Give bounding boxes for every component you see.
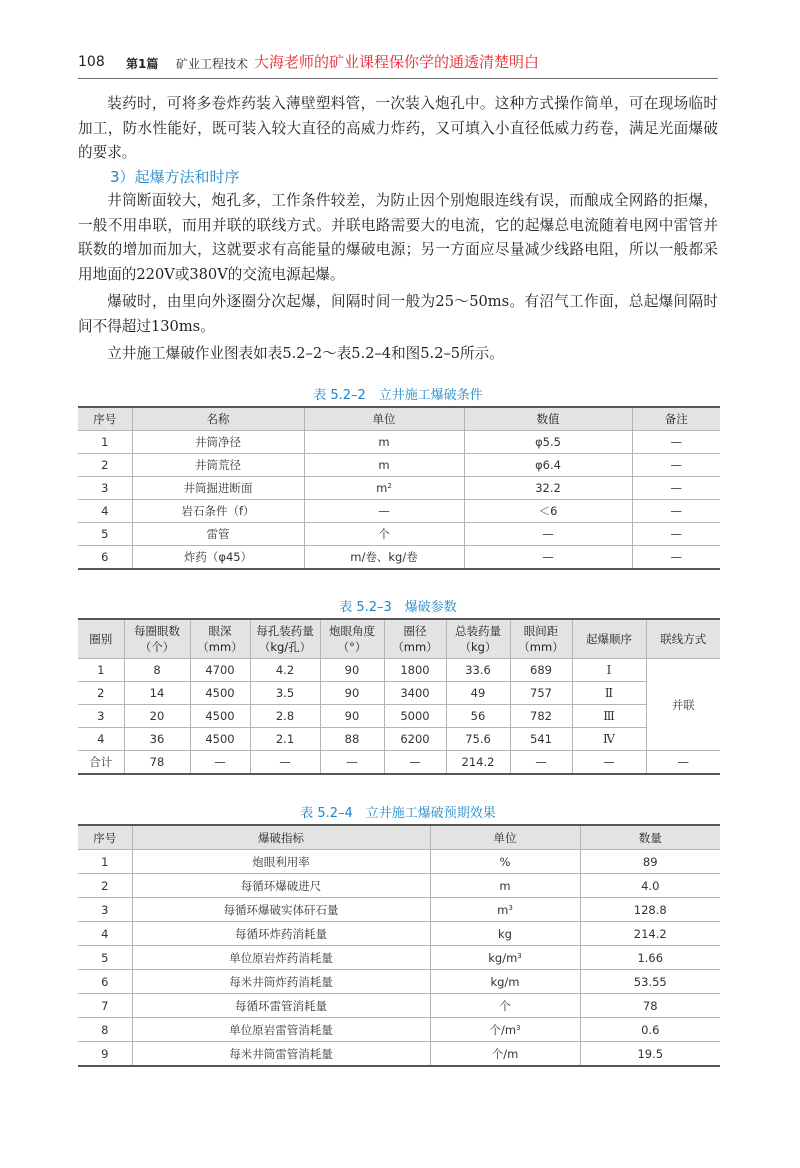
table-cell: 36: [124, 728, 190, 751]
blasting-conditions-table: [78, 406, 720, 570]
table-cell: —: [632, 477, 720, 500]
table-cell: %: [430, 850, 580, 874]
table-cell: Ⅱ: [572, 682, 646, 705]
table-cell: 个: [430, 994, 580, 1018]
header-unit: （mm）: [518, 640, 564, 654]
table-row: [78, 1042, 720, 1067]
table2-caption: 表 5.2–3 爆破参数: [339, 600, 457, 615]
header-cell: 序号: [78, 825, 132, 850]
paragraph-initiation-method: 井筒断面较大，炮孔多，工作条件较差，为防止因个别炮眼连线有误，而酿成全网路的拒爆，一般不用串联，而用并联的联线方式。并联电路需要大的电流，它的起爆总电流随着电网中雷管并联数的增加而加大，这就要求有高能量的爆破电源；另一方面应尽量减少线路电阻，所以一般都采用地面的220V或380V的交流电源起爆。: [78, 192, 718, 283]
blasting-parameters-table: [78, 618, 720, 775]
header-text: 圈径: [403, 624, 427, 638]
table-cell: 2: [78, 454, 132, 477]
header-cell: [446, 619, 510, 659]
paragraph-charging: 装药时，可将多卷炸药装入薄壁塑料管，一次装入炮孔中。这种方式操作简单，可在现场临时加工，防水性能好，既可装入较大直径的高威力炸药，又可填入小直径低威力药卷，满足光面爆破的要求。: [78, 95, 718, 161]
table-cell: 炮眼利用率: [132, 850, 430, 874]
table-cell: 个/m: [430, 1042, 580, 1067]
header-cell: [250, 619, 320, 659]
table-cell: m/卷、kg/卷: [304, 546, 464, 570]
header-cell: [190, 619, 250, 659]
table-cell: 2: [78, 874, 132, 898]
table-row: [78, 705, 720, 728]
table-cell: Ⅲ: [572, 705, 646, 728]
header-cell: [384, 619, 446, 659]
table-cell: kg/m: [430, 970, 580, 994]
table-cell: —: [250, 751, 320, 775]
table-cell: Ⅰ: [572, 659, 646, 682]
table-cell: 井筒掘进断面: [132, 477, 304, 500]
table-cell: 合计: [78, 751, 124, 775]
connection-cell: 并联: [646, 659, 720, 751]
table-cell: 井筒净径: [132, 431, 304, 454]
table-row: [78, 454, 720, 477]
table-cell: 56: [446, 705, 510, 728]
table-cell: —: [320, 751, 384, 775]
header-cell: 序号: [78, 407, 132, 431]
table-cell: 3.5: [250, 682, 320, 705]
table-cell: 33.6: [446, 659, 510, 682]
table-row: [78, 994, 720, 1018]
table-cell: 5: [78, 523, 132, 546]
table-cell: m: [304, 431, 464, 454]
header-unit: （kg/孔）: [258, 640, 312, 654]
header-text: 圈别: [89, 632, 113, 646]
table-cell: φ5.5: [464, 431, 632, 454]
table-cell: 88: [320, 728, 384, 751]
table-cell: m: [304, 454, 464, 477]
table-header-row: [78, 825, 720, 850]
header-cell: [320, 619, 384, 659]
table-row: [78, 682, 720, 705]
table-cell: 单位原岩炸药消耗量: [132, 946, 430, 970]
table-cell: 689: [510, 659, 572, 682]
header-divider: [78, 78, 718, 79]
table-cell: φ6.4: [464, 454, 632, 477]
page-number: 108: [78, 54, 105, 70]
table-cell: 4: [78, 500, 132, 523]
header-text: 炮眼角度: [329, 624, 375, 638]
unit-text: 个/m: [489, 1022, 517, 1037]
table-cell: 90: [320, 659, 384, 682]
unit-superscript: 2: [387, 482, 392, 490]
table-cell: —: [632, 454, 720, 477]
table-cell: 782: [510, 705, 572, 728]
table-cell: 1: [78, 659, 124, 682]
table-cell: —: [632, 523, 720, 546]
page-header: [78, 50, 718, 76]
table-row: [78, 922, 720, 946]
table-row: [78, 970, 720, 994]
table-cell: 5: [78, 946, 132, 970]
table-cell: 4700: [190, 659, 250, 682]
table-cell: —: [304, 500, 464, 523]
table-cell: ＜6: [464, 500, 632, 523]
table-cell: —: [464, 546, 632, 570]
header-cell: 名称: [132, 407, 304, 431]
watermark-text: 大海老师的矿业课程保你学的通透清楚明白: [254, 53, 540, 71]
table-cell: —: [464, 523, 632, 546]
table1-caption: 表 5.2–2 立井施工爆破条件: [313, 388, 483, 403]
table-row: [78, 728, 720, 751]
table-cell: Ⅳ: [572, 728, 646, 751]
table-header-row: [78, 619, 720, 659]
header-cell: 数量: [580, 825, 720, 850]
header-cell: 单位: [304, 407, 464, 431]
table-row: [78, 1018, 720, 1042]
table-cell: 1: [78, 431, 132, 454]
table-cell: 5000: [384, 705, 446, 728]
table-row: [78, 874, 720, 898]
unit-text: kg/m: [488, 950, 518, 965]
header-text: 联线方式: [660, 632, 707, 646]
table-cell: 4: [78, 728, 124, 751]
table-cell: 2.8: [250, 705, 320, 728]
table-cell: m: [430, 874, 580, 898]
table-cell: 3: [78, 705, 124, 728]
table-cell: —: [632, 431, 720, 454]
table-row: [78, 659, 720, 682]
paragraph-initiation-timing: 爆破时，由里向外逐圈分次起爆，间隔时间一般为25～50ms。有沼气工作面，总起爆间隔时间不得超过130ms。: [78, 293, 718, 335]
table-cell: 4500: [190, 705, 250, 728]
expected-effects-table: [78, 824, 720, 1067]
table-cell: 2.1: [250, 728, 320, 751]
table-cell: —: [632, 500, 720, 523]
table-cell: 19.5: [580, 1042, 720, 1067]
table-cell: 个: [304, 523, 464, 546]
header-unit: （°）: [337, 640, 367, 654]
table-cell: kg: [430, 922, 580, 946]
header-cell: [510, 619, 572, 659]
table-cell: 4.2: [250, 659, 320, 682]
table-header-row: [78, 407, 720, 431]
header-unit: （kg）: [459, 640, 497, 654]
table-cell: 4500: [190, 682, 250, 705]
table-cell: 6: [78, 970, 132, 994]
header-cell: [124, 619, 190, 659]
table-row: [78, 500, 720, 523]
table-cell: 14: [124, 682, 190, 705]
table-row: [78, 523, 720, 546]
table-cell: [304, 477, 464, 500]
table-cell: 75.6: [446, 728, 510, 751]
header-cell: 备注: [632, 407, 720, 431]
table-cell: 3: [78, 477, 132, 500]
table-cell: 3: [78, 898, 132, 922]
table-row: [78, 546, 720, 570]
table-cell: 32.2: [464, 477, 632, 500]
table-cell: 3400: [384, 682, 446, 705]
part-label: 第1篇: [126, 57, 159, 71]
table-cell: 4.0: [580, 874, 720, 898]
section-subheading: 3）起爆方法和时序: [110, 168, 240, 186]
header-cell: [572, 619, 646, 659]
table-cell: —: [572, 751, 646, 775]
table-cell: [430, 898, 580, 922]
table-cell: 每循环雷管消耗量: [132, 994, 430, 1018]
header-unit: （mm）: [197, 640, 243, 654]
header-cell: 数值: [464, 407, 632, 431]
header-text: 总装药量: [455, 624, 501, 638]
table-cell: 每循环爆破进尺: [132, 874, 430, 898]
table-cell: 7: [78, 994, 132, 1018]
table-cell: 单位原岩雷管消耗量: [132, 1018, 430, 1042]
table-cell: —: [646, 751, 720, 775]
paragraph-table-reference: 立井施工爆破作业图表如表5.2–2～表5.2–4和图5.2–5所示。: [107, 345, 504, 362]
table-cell: [430, 1018, 580, 1042]
table-cell: 214.2: [446, 751, 510, 775]
table-cell: 541: [510, 728, 572, 751]
header-unit: （mm）: [392, 640, 438, 654]
table-cell: —: [190, 751, 250, 775]
unit-text: m: [376, 481, 388, 495]
table-cell: 49: [446, 682, 510, 705]
table-cell: 90: [320, 682, 384, 705]
header-text: 每孔装药量: [256, 624, 314, 638]
table-row: [78, 946, 720, 970]
table-cell: 20: [124, 705, 190, 728]
header-cell: [646, 619, 720, 659]
table-cell: 4: [78, 922, 132, 946]
table-cell: 6: [78, 546, 132, 570]
table-row: [78, 898, 720, 922]
table-cell: 1: [78, 850, 132, 874]
table-cell: 4500: [190, 728, 250, 751]
table-total-row: [78, 751, 720, 775]
table-cell: [430, 946, 580, 970]
header-cell: 爆破指标: [132, 825, 430, 850]
table-row: [78, 850, 720, 874]
header-unit: （个）: [139, 640, 175, 654]
table-cell: 每米井筒雷管消耗量: [132, 1042, 430, 1067]
table-row: [78, 477, 720, 500]
table-cell: 1.66: [580, 946, 720, 970]
table-cell: 9: [78, 1042, 132, 1067]
table-cell: 6200: [384, 728, 446, 751]
header-cell: [78, 619, 124, 659]
table-cell: 78: [580, 994, 720, 1018]
table-cell: 89: [580, 850, 720, 874]
table-cell: 炸药（φ45）: [132, 546, 304, 570]
table-cell: 0.6: [580, 1018, 720, 1042]
table-cell: 8: [124, 659, 190, 682]
table-cell: 2: [78, 682, 124, 705]
header-cell: 单位: [430, 825, 580, 850]
unit-superscript: 3: [516, 1023, 521, 1032]
unit-superscript: 3: [517, 951, 522, 960]
table-cell: 1800: [384, 659, 446, 682]
unit-superscript: 3: [508, 903, 513, 912]
table-cell: 757: [510, 682, 572, 705]
table-cell: 90: [320, 705, 384, 728]
table-cell: —: [510, 751, 572, 775]
header-text: 眼深: [208, 624, 232, 638]
unit-text: m: [497, 902, 509, 917]
table-cell: 78: [124, 751, 190, 775]
table-cell: 雷管: [132, 523, 304, 546]
header-text: 每圈眼数: [134, 624, 180, 638]
table3-caption: 表 5.2–4 立井施工爆破预期效果: [300, 806, 496, 821]
header-text: 起爆顺序: [586, 632, 632, 646]
table-cell: 8: [78, 1018, 132, 1042]
header-text: 眼间距: [523, 624, 559, 638]
chapter-label: 矿业工程技术: [176, 57, 249, 71]
table-cell: —: [384, 751, 446, 775]
table-cell: 每米井筒炸药消耗量: [132, 970, 430, 994]
table-row: [78, 431, 720, 454]
table-cell: 53.55: [580, 970, 720, 994]
table-cell: 井筒荒径: [132, 454, 304, 477]
table-cell: 128.8: [580, 898, 720, 922]
table-cell: 岩石条件（f）: [132, 500, 304, 523]
table-cell: 214.2: [580, 922, 720, 946]
table-cell: 每循环爆破实体矸石量: [132, 898, 430, 922]
table-cell: —: [632, 546, 720, 570]
table-cell: 每循环炸药消耗量: [132, 922, 430, 946]
